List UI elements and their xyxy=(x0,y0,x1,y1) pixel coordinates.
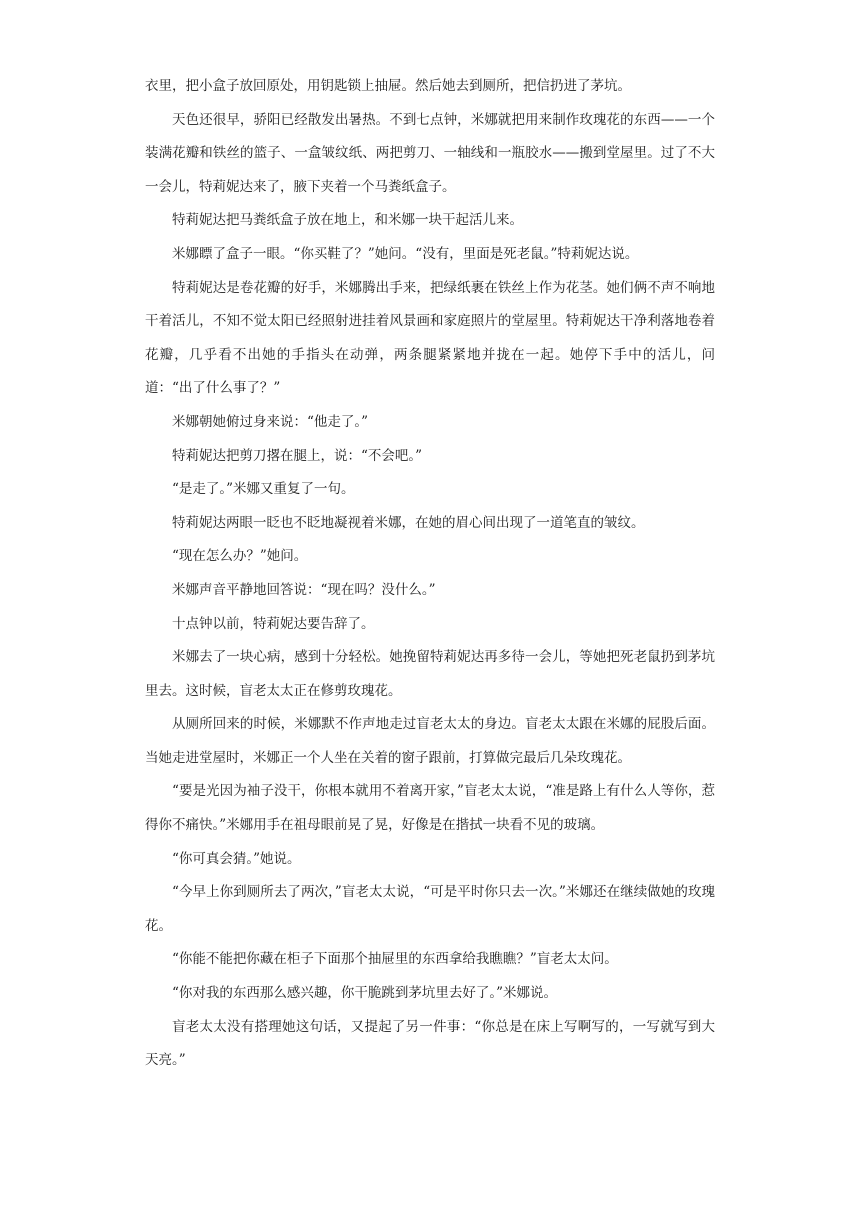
paragraph: “你可真会猜。”她说。 xyxy=(172,850,301,867)
paragraph: 米娜瞟了盒子一眼。“你买鞋了？”她问。“没有，里面是死老鼠。”特莉妮达说。 xyxy=(172,245,639,262)
paragraph: 盲老太太没有搭理她这句话，又提起了另一件事：“你总是在床上写啊写的，一写就写到大天亮。” xyxy=(145,1018,715,1069)
document-page xyxy=(145,70,715,1078)
paragraph: 特莉妮达把剪刀撂在腿上，说：“不会吧。” xyxy=(172,447,423,464)
paragraph: 特莉妮达两眼一眨也不眨地凝视着米娜，在她的眉心间出现了一道笔直的皱纹。 xyxy=(172,514,645,531)
paragraph: 特莉妮达把马粪纸盒子放在地上，和米娜一块干起活儿来。 xyxy=(172,212,523,229)
paragraph: “你对我的东西那么感兴趣，你干脆跳到茅坑里去好了。”米娜说。 xyxy=(172,985,558,1002)
paragraph: 米娜去了一块心病，感到十分轻松。她挽留特莉妮达再多待一会儿，等她把死老鼠扔到茅坑里去。这时候，盲老太太正在修剪玫瑰花。 xyxy=(145,649,715,699)
paragraph: “你能不能把你藏在柜子下面那个抽屉里的东西拿给我瞧瞧？”盲老太太问。 xyxy=(172,951,618,968)
paragraph: 特莉妮达是卷花瓣的好手，米娜腾出手来，把绿纸裹在铁丝上作为花茎。她们俩不声不响地干着活儿，不知不觉太阳已经照射进挂着风景画和家庭照片的堂屋里。特莉妮达干净利落地卷着花瓣，几乎看不出她的手指头在动弹，两条腿紧紧地并拢在一起。她停下手中的活儿，问道：“出了什么事了？” xyxy=(145,279,715,397)
paragraph: 衣里，把小盒子放回原处，用钥匙锁上抽屉。然后她去到厕所，把信扔进了茅坑。 xyxy=(145,78,631,94)
paragraph: “今早上你到厕所去了两次，”盲老太太说，“可是平时你只去一次。”米娜还在继续做她的玫瑰花。 xyxy=(145,884,715,934)
paragraph: 米娜声音平静地回答说：“现在吗？没什么。” xyxy=(172,581,436,598)
paragraph: 米娜朝她俯过身来说：“他走了。” xyxy=(172,413,369,430)
paragraph: “现在怎么办？”她问。 xyxy=(172,548,308,565)
paragraph: 十点钟以前，特莉妮达要告辞了。 xyxy=(172,615,375,632)
paragraph: 天色还很早，骄阳已经散发出暑热。不到七点钟，米娜就把用来制作玫瑰花的东西——一个装满花瓣和铁丝的篮子、一盒皱纹纸、两把剪刀、一轴线和一瓶胶水——搬到堂屋里。过了不大一会儿，特莉妮达来了，腋下夹着一个马粪纸盒子。 xyxy=(145,111,715,195)
paragraph: “要是光因为袖子没干，你根本就用不着离开家，”盲老太太说，“准是路上有什么人等你，惹得你不痛快。”米娜用手在祖母眼前晃了晃，好像是在揩拭一块看不见的玻璃。 xyxy=(145,783,715,834)
paragraph: 从厕所回来的时候，米娜默不作声地走过盲老太太的身边。盲老太太跟在米娜的屁股后面。当她走进堂屋时，米娜正一个人坐在关着的窗子跟前，打算做完最后几朵玫瑰花。 xyxy=(145,716,715,766)
paragraph: “是走了。”米娜又重复了一句。 xyxy=(172,481,355,498)
